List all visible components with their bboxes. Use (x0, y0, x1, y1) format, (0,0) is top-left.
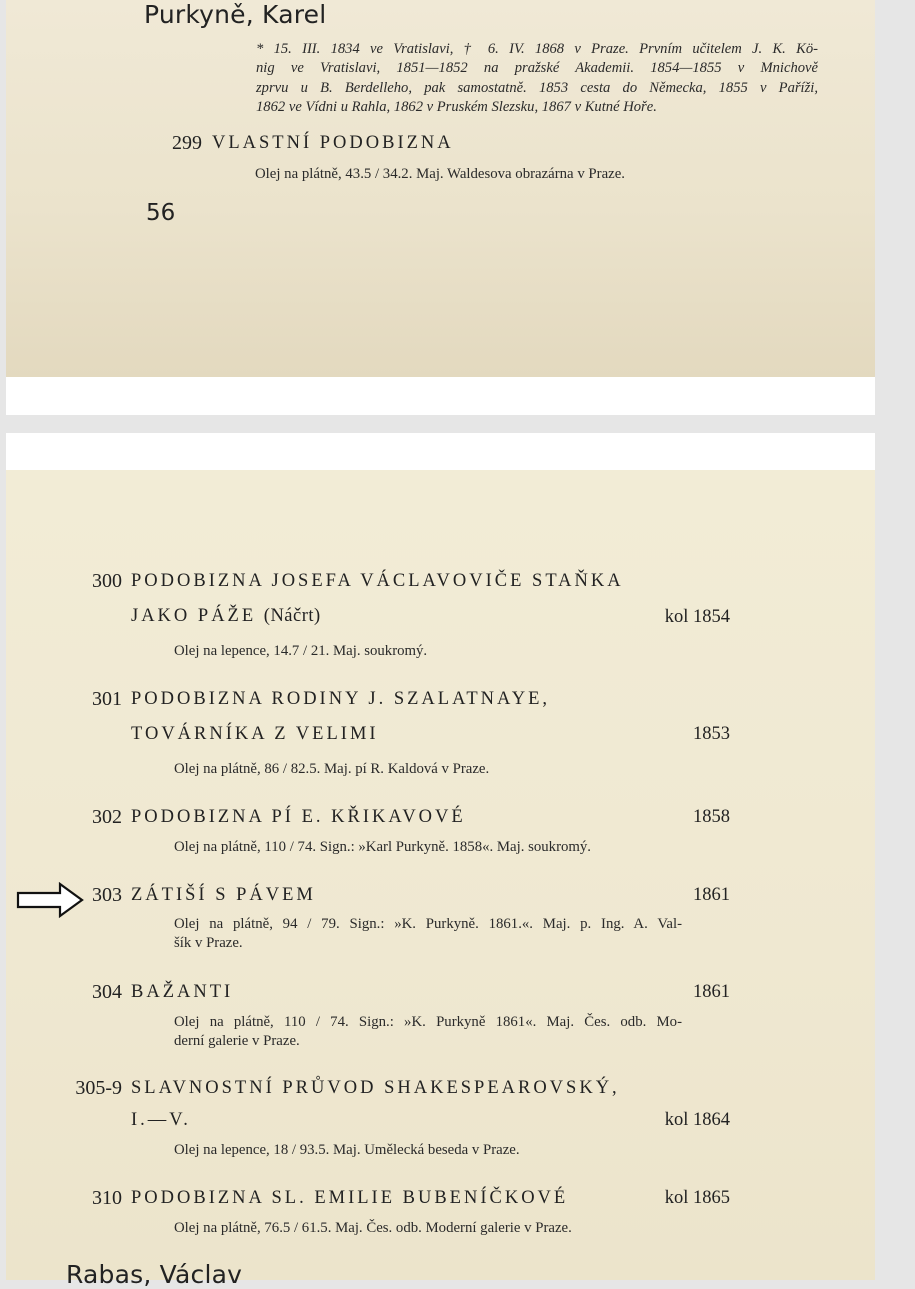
entry-title-line (131, 606, 321, 627)
entry-description (174, 915, 682, 953)
entry-number: 302 (92, 806, 122, 828)
document-page-top (6, 0, 875, 377)
desc-line: Olej na plátně, 94 / 79. Sign.: »K. Purkyně. 1861.«. Maj. p. Ing. A. Val- (174, 916, 682, 932)
bio-line: * 15. III. 1834 ve Vratislavi, † 6. IV. 1868 v Praze. Prvním učitelem J. K. Kö- (256, 41, 818, 57)
entry-title: VLASTNÍ PODOBIZNA (212, 133, 454, 153)
entry-description: Olej na lepence, 14.7 / 21. Maj. soukromý. (174, 643, 428, 659)
entry-title: ZÁTIŠÍ S PÁVEM (131, 885, 316, 905)
entry-description: Olej na plátně, 110 / 74. Sign.: »Karl Purkyně. 1858«. Maj. soukromý. (174, 839, 592, 855)
entry-description: Olej na plátně, 43.5 / 34.2. Maj. Waldesova obrazárna v Praze. (255, 166, 625, 182)
entry-description: Olej na lepence, 18 / 93.5. Maj. Umělecká beseda v Praze. (174, 1142, 520, 1158)
entry-number: 304 (92, 981, 122, 1003)
entry-title-note: (Náčrt) (263, 606, 321, 626)
entry-year: 1858 (693, 807, 730, 827)
next-artist-name: Rabas, Václav (66, 1260, 243, 1289)
entry-title: BAŽANTI (131, 982, 234, 1002)
desc-line: Olej na plátně, 110 / 74. Sign.: »K. Purkyně 1861«. Maj. Čes. odb. Mo- (174, 1014, 682, 1030)
entry-year: 1861 (693, 982, 730, 1002)
artist-bio (256, 40, 818, 117)
entry-number: 305-9 (75, 1077, 122, 1099)
entry-year: kol 1865 (664, 1188, 730, 1208)
bio-line: 1862 ve Vídni u Rahla, 1862 v Pruském Slezsku, 1867 v Kutné Hoře. (256, 98, 657, 115)
artist-name: Purkyně, Karel (144, 0, 327, 29)
entry-title-text: JAKO PÁŽE (131, 606, 257, 626)
entry-description: Olej na plátně, 86 / 82.5. Maj. pí R. Kaldová v Praze. (174, 761, 490, 777)
entry-description: Olej na plátně, 76.5 / 61.5. Maj. Čes. odb. Moderní galerie v Praze. (174, 1220, 572, 1236)
desc-line: derní galerie v Praze. (174, 1033, 300, 1049)
bio-line: nig ve Vratislavi, 1851—1852 na pražské Akademii. 1854—1855 v Mnichově (256, 60, 818, 77)
entry-year: kol 1854 (664, 607, 730, 627)
page-gap (6, 377, 875, 415)
page-number: 56 (146, 200, 176, 226)
entry-title-line: PODOBIZNA JOSEFA VÁCLAVOVIČE STAŇKA (131, 571, 624, 591)
entry-year: 1853 (693, 724, 730, 744)
entry-number: 300 (92, 570, 122, 592)
entry-year: 1861 (693, 885, 730, 905)
entry-title: PODOBIZNA SL. EMILIE BUBENÍČKOVÉ (131, 1188, 569, 1208)
entry-year: kol 1864 (664, 1110, 730, 1130)
entry-title-line: PODOBIZNA RODINY J. SZALATNAYE, (131, 689, 550, 709)
entry-description (174, 1013, 682, 1051)
entry-number: 303 (92, 884, 122, 906)
entry-title-line: I.—V. (131, 1110, 191, 1130)
entry-number: 299 (172, 132, 202, 154)
desc-line: šík v Praze. (174, 935, 243, 951)
entry-title: PODOBIZNA PÍ E. KŘIKAVOVÉ (131, 807, 466, 827)
entry-number: 310 (92, 1187, 122, 1209)
entry-title-line: TOVÁRNÍKA Z VELIMI (131, 724, 379, 744)
page-header-gap (6, 433, 875, 470)
bio-line: zprvu u B. Berdelleho, pak samostatně. 1853 cesta do Německa, 1855 v Paříži, (256, 79, 818, 96)
entry-title-line: SLAVNOSTNÍ PRŮVOD SHAKESPEAROVSKÝ, (131, 1078, 620, 1098)
entry-number: 301 (92, 688, 122, 710)
